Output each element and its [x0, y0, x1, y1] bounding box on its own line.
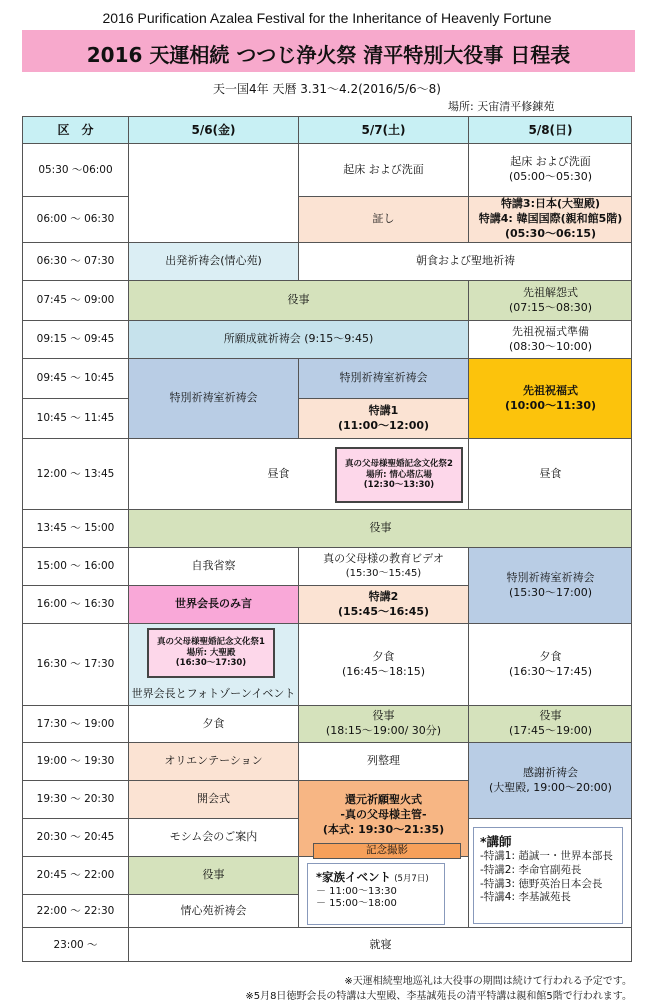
cell-ancestor-liberation: [469, 281, 632, 321]
time-slot: 16:00 ～ 16:30: [23, 586, 129, 624]
footnote-1: ※天運相続聖地巡礼は大役事の期間は続けて行われる予定です。: [344, 976, 632, 987]
lecturers-title: *講師: [480, 834, 512, 849]
event-label: 役事: [202, 868, 225, 882]
event-label: 所願成就祈祷会 (9:15～9:45): [223, 332, 374, 346]
event-label: 朝食および聖地祈祷: [416, 254, 515, 268]
cell-education-video: [299, 548, 469, 586]
lecturer-item: -特講3: 徳野英治日本会長: [480, 877, 603, 890]
event-label: 先祖祝福式: [523, 383, 578, 397]
cell-ancestor-blessing: [469, 359, 632, 439]
event-label: 役事: [287, 293, 310, 307]
event-label: 起床 および洗面: [510, 155, 591, 169]
cell-service-afternoon: [129, 510, 632, 548]
event-label: 役事: [539, 709, 562, 723]
time-slot: 20:30 ～ 20:45: [23, 819, 129, 857]
cell-dinner-day1: [129, 706, 299, 743]
header-day1: 5/6(金): [129, 117, 299, 144]
cell-wake-day3: [469, 144, 632, 197]
cell-mosim-guide: [129, 819, 299, 857]
cell-dinner-day3: [469, 624, 632, 706]
time-slot: 10:45 ～ 11:45: [23, 399, 129, 439]
time-slot: 09:15 ～ 09:45: [23, 321, 129, 359]
event-label: 記念撮影: [366, 844, 408, 857]
event-label: 役事: [369, 521, 392, 535]
event-label: モシム会のご案内: [169, 830, 258, 844]
cell-lineup: [299, 743, 469, 781]
schedule-table: [22, 116, 632, 962]
cell-special-lecture-3-4: [469, 197, 632, 243]
event-time: (10:00～11:30): [504, 398, 597, 412]
cell-breakfast: [299, 243, 632, 281]
time-slot: 07:45 ～ 09:00: [23, 281, 129, 321]
event-time: (15:45～16:45): [337, 604, 430, 618]
event-label: 昼食: [267, 466, 290, 480]
event-label: 先祖祝福式準備: [512, 324, 589, 338]
cell-blessing-prep: [469, 321, 632, 359]
family-event-box: [307, 863, 445, 925]
cell-orientation: [129, 743, 299, 781]
event-label: 感謝祈祷会: [523, 765, 578, 779]
event-time: (16:45～18:15): [342, 664, 425, 678]
event-time: (11:00～12:00): [337, 418, 430, 432]
event-label: 真の父母様聖婚記念文化祭1: [157, 637, 265, 648]
time-slot: 22:00 ～ 22:30: [23, 895, 129, 928]
lecturer-item: -特講2: 李命官副苑長: [480, 863, 582, 876]
event-label: 還元祈願聖火式: [345, 793, 422, 806]
event-label: 夕食: [202, 716, 225, 730]
lecturer-item: -特講4: 李基誠苑長: [480, 891, 571, 904]
cell-special-prayer-day1: [129, 359, 299, 439]
event-label: 真の父母様の教育ビデオ: [323, 552, 444, 566]
event-label: 出発祈祷会(情心苑): [165, 254, 262, 268]
cell-special-prayer-day3: [469, 548, 632, 624]
event-label: 特講2: [368, 589, 399, 603]
event-time: (18:15～19:00/ 30分): [325, 724, 442, 737]
event-label: -真の父母様主管-: [340, 807, 427, 821]
event-label: 開会式: [197, 792, 230, 806]
cell-service-morning: [129, 281, 469, 321]
header-day2: 5/7(土): [299, 117, 469, 144]
event-label: 真の父母様聖婚記念文化祭2: [345, 459, 453, 470]
cell-opening: [129, 781, 299, 819]
event-time: (15:30～17:00): [509, 585, 592, 599]
venue-label: 場所: 天宙清平修錬苑: [448, 100, 555, 113]
event-time: (07:15～08:30): [509, 300, 592, 314]
event-label: 情心苑祈祷会: [180, 903, 247, 917]
cell-wish-prayer: [129, 321, 469, 359]
lecturer-item: -特講1: 趙誠一・世界本部長: [480, 850, 613, 863]
event-time: (12:30～13:30): [363, 480, 435, 491]
event-time: － 11:00～13:30: [316, 885, 397, 897]
time-slot: 06:00 ～ 06:30: [23, 197, 129, 243]
event-label: 特講1: [368, 403, 399, 417]
event-time: (大聖殿, 19:00～20:00): [489, 780, 612, 794]
event-place: 場所: 情心塔広場: [366, 469, 432, 480]
event-label: 列整理: [367, 754, 400, 768]
event-label: *家族イベント: [316, 870, 392, 884]
time-slot: 05:30 ～06:00: [23, 144, 129, 197]
time-slot: 19:30 ～ 20:30: [23, 781, 129, 819]
event-time: (05:00～05:30): [509, 170, 592, 183]
time-slot: 19:00 ～ 19:30: [23, 743, 129, 781]
time-slot: 12:00 ～ 13:45: [23, 439, 129, 510]
event-label: 自我省察: [191, 559, 236, 573]
header-day3: 5/8(日): [469, 117, 632, 144]
time-slot: 15:00 ～ 16:00: [23, 548, 129, 586]
cell-service-day2: [299, 706, 469, 743]
title-japanese: 2016 天運相続 つつじ浄火祭 清平特別大役事 日程表: [86, 43, 571, 67]
event-time: (15:30～15:45): [345, 568, 422, 580]
festival-1-box: [147, 628, 275, 678]
time-slot: 20:45 ～ 22:00: [23, 857, 129, 895]
event-label: 夕食: [372, 649, 395, 663]
event-label: 特別祈祷室祈祷会: [339, 371, 428, 385]
time-slot: 09:45 ～ 10:45: [23, 359, 129, 399]
event-label: 特別祈祷室祈祷会: [169, 391, 258, 405]
cell-special-prayer-day2: [299, 359, 469, 399]
event-time: (05:30～06:15): [504, 226, 597, 240]
cell-service-evening: [129, 857, 299, 895]
event-place: 場所: 大聖殿: [186, 647, 236, 658]
festival-2-box: [335, 447, 463, 503]
header-category: 区 分: [23, 117, 129, 144]
time-slot: 16:30 ～ 17:30: [23, 624, 129, 706]
cell-wake-day2: [299, 144, 469, 197]
event-label: 昼食: [539, 466, 562, 480]
lecturers-box: [473, 827, 623, 924]
event-label: 就寝: [369, 937, 392, 951]
cell-heart-garden-prayer: [129, 895, 299, 928]
event-date: (5月7日): [394, 874, 429, 884]
cell-lunch-day3: [469, 439, 632, 510]
event-label: 証し: [372, 212, 395, 226]
event-time: (16:30～17:30): [175, 658, 247, 669]
cell-thanks-prayer: [469, 743, 632, 819]
event-label: 夕食: [539, 649, 562, 663]
time-slot: 23:00 ～: [23, 928, 129, 962]
event-label: 世界会長とフォトゾーンイベント: [131, 687, 296, 701]
event-label: オリエンテーション: [164, 754, 263, 768]
event-label: 役事: [372, 709, 395, 723]
time-slot: 17:30 ～ 19:00: [23, 706, 129, 743]
event-time: － 15:00～18:00: [316, 898, 397, 909]
cell-world-president-words: [129, 586, 299, 624]
event-label: 世界会長のみ言: [175, 597, 252, 611]
cell-lecture-1: [299, 399, 469, 439]
event-label: 起床 および洗面: [343, 162, 424, 176]
event-label: 特講3:日本(大聖殿): [500, 197, 601, 211]
event-label: 先祖解怨式: [523, 285, 578, 299]
event-time: (16:30～17:45): [509, 664, 592, 678]
cell-sleep: [129, 928, 632, 962]
cell-dinner-day2: [299, 624, 469, 706]
cell-testimony: [299, 197, 469, 243]
event-label: 特別祈祷室祈祷会: [506, 570, 595, 584]
cell-empty: [129, 144, 299, 243]
event-label: 特講4: 韓国国際(親和館5階): [478, 212, 623, 226]
cell-service-day3: [469, 706, 632, 743]
time-slot: 13:45 ～ 15:00: [23, 510, 129, 548]
cell-lecture-2: [299, 586, 469, 624]
title-english: 2016 Purification Azalea Festival for the Inheritance of Heavenly Fortune: [102, 10, 552, 26]
event-time: (08:30～10:00): [509, 339, 592, 353]
date-subtitle: 天一国4年 天暦 3.31～4.2(2016/5/6～8): [213, 82, 441, 96]
footnote-2: ※5月8日徳野会長の特講は大聖殿、李基誠苑長の清平特講は親和館5階で行われます。: [245, 991, 632, 1002]
cell-departure-prayer: [129, 243, 299, 281]
event-time: (17:45～19:00): [509, 724, 592, 737]
cell-self-reflection: [129, 548, 299, 586]
time-slot: 06:30 ～ 07:30: [23, 243, 129, 281]
event-time: (本式: 19:30～21:35): [322, 822, 445, 836]
